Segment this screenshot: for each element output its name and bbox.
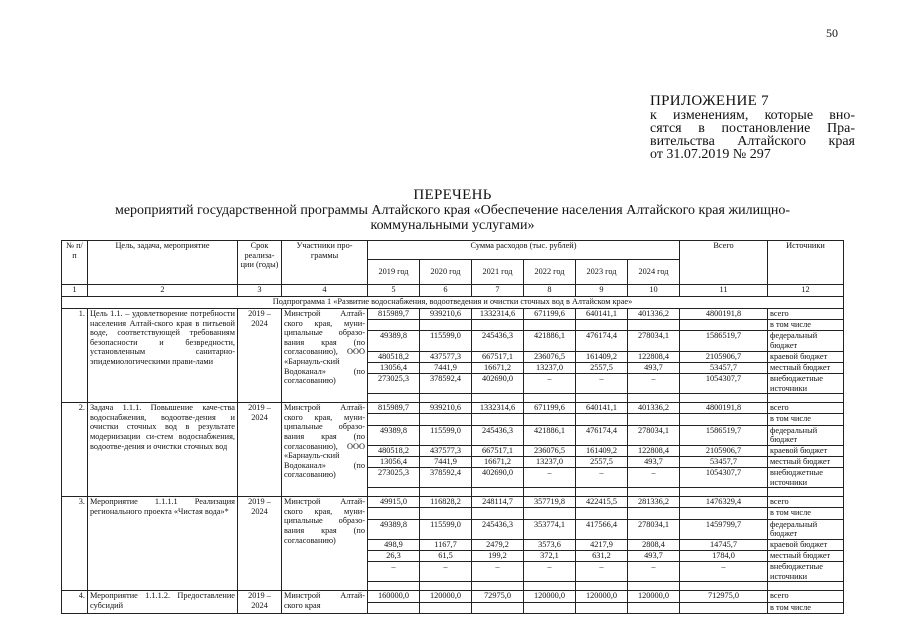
empty-cell	[680, 582, 768, 591]
column-number: 3	[238, 285, 282, 297]
year-amount: 353774,1	[524, 519, 576, 539]
year-amount	[576, 320, 628, 331]
entry-goal: Задача 1.1.1. Повышение каче-ства водоснабжения, водоотве-дения и очистки сточных вод в результате модернизации си-стем водоснабжения, водоотве-дения и очистки сточных вод	[88, 403, 238, 497]
total-amount: 4800191,8	[680, 309, 768, 320]
year-amount: 49389,8	[368, 425, 420, 445]
year-amount	[628, 602, 680, 613]
year-amount: 120000,0	[524, 591, 576, 602]
annex-line: к изменениям, которые вно-	[650, 108, 855, 123]
annex-line: сятся в постановление Пра-	[650, 121, 855, 136]
year-amount: 116828,2	[420, 497, 472, 508]
empty-cell	[524, 582, 576, 591]
year-amount: 421886,1	[524, 331, 576, 351]
empty-cell	[628, 582, 680, 591]
year-amount: 401336,2	[628, 403, 680, 414]
year-amount: 236076,5	[524, 445, 576, 456]
year-amount: 16671,2	[472, 362, 524, 373]
header-year: 2024 год	[628, 260, 680, 285]
total-amount: –	[680, 562, 768, 582]
column-number: 4	[282, 285, 368, 297]
year-amount	[576, 414, 628, 425]
year-amount	[420, 320, 472, 331]
empty-cell	[768, 488, 844, 497]
funding-source: внебюджетные источники	[768, 373, 844, 393]
total-amount: 1476329,4	[680, 497, 768, 508]
year-amount: 13237,0	[524, 362, 576, 373]
year-amount: 120000,0	[420, 591, 472, 602]
year-amount: 493,7	[628, 362, 680, 373]
year-amount: –	[628, 562, 680, 582]
year-amount: 236076,5	[524, 351, 576, 362]
year-amount: 2808,4	[628, 539, 680, 550]
year-amount: 671199,6	[524, 309, 576, 320]
header-year: 2023 год	[576, 260, 628, 285]
funding-source: всего	[768, 309, 844, 320]
year-amount	[524, 508, 576, 519]
entry-term: 2019 – 2024	[238, 497, 282, 591]
total-amount	[680, 320, 768, 331]
empty-cell	[680, 488, 768, 497]
year-amount: 667517,1	[472, 445, 524, 456]
year-amount: 378592,4	[420, 468, 472, 488]
funding-source: местный бюджет	[768, 456, 844, 467]
total-amount: 1459799,7	[680, 519, 768, 539]
funding-source: федеральный бюджет	[768, 425, 844, 445]
funding-source: всего	[768, 591, 844, 602]
year-amount: 16671,2	[472, 456, 524, 467]
year-amount: 161409,2	[576, 351, 628, 362]
year-amount: 939210,6	[420, 403, 472, 414]
empty-cell	[576, 582, 628, 591]
total-amount: 1784,0	[680, 551, 768, 562]
year-amount: 161409,2	[576, 445, 628, 456]
year-amount: 437577,3	[420, 351, 472, 362]
year-amount	[368, 414, 420, 425]
year-amount: 122808,4	[628, 445, 680, 456]
empty-cell	[576, 394, 628, 403]
year-amount: 1167,7	[420, 539, 472, 550]
entry-term: 2019 – 2024	[238, 309, 282, 403]
year-amount: 493,7	[628, 456, 680, 467]
empty-cell	[524, 488, 576, 497]
funding-source: в том числе	[768, 320, 844, 331]
year-amount: 498,9	[368, 539, 420, 550]
year-amount: 160000,0	[368, 591, 420, 602]
year-amount: 378592,4	[420, 373, 472, 393]
year-amount	[472, 602, 524, 613]
year-amount: 115599,0	[420, 519, 472, 539]
empty-cell	[628, 394, 680, 403]
funding-source: внебюджетные источники	[768, 562, 844, 582]
year-amount: 417566,4	[576, 519, 628, 539]
year-amount: 493,7	[628, 551, 680, 562]
funding-source: федеральный бюджет	[768, 331, 844, 351]
year-amount: 402690,0	[472, 468, 524, 488]
funding-source: всего	[768, 403, 844, 414]
entry-number: 2.	[62, 403, 88, 497]
table-row	[62, 403, 844, 414]
year-amount: 640141,1	[576, 309, 628, 320]
year-amount	[524, 320, 576, 331]
entry-number: 1.	[62, 309, 88, 403]
funding-source: краевой бюджет	[768, 351, 844, 362]
column-number: 1	[62, 285, 88, 297]
year-amount: 245436,3	[472, 519, 524, 539]
header-num: № п/п	[62, 241, 88, 285]
entry-goal: Цель 1.1. – удовлетворение потребности населения Алтай-ского края в питьевой воде, соответствующей требованиям безопасности и безвредности, установленным санитарно-эпидемиологическими прави-лами	[88, 309, 238, 403]
funding-source: краевой бюджет	[768, 445, 844, 456]
total-amount: 1586519,7	[680, 331, 768, 351]
year-amount	[524, 414, 576, 425]
year-amount: –	[524, 468, 576, 488]
year-amount: 199,2	[472, 551, 524, 562]
table-row	[62, 309, 844, 320]
year-amount: 273025,3	[368, 468, 420, 488]
year-amount: 122808,4	[628, 351, 680, 362]
year-amount	[472, 508, 524, 519]
entry-participants: Минстрой Алтай-ского края	[282, 591, 368, 613]
year-amount: 61,5	[420, 551, 472, 562]
year-amount	[524, 602, 576, 613]
annex-title: ПРИЛОЖЕНИЕ 7	[650, 93, 769, 109]
year-amount: 1332314,6	[472, 309, 524, 320]
empty-cell	[768, 582, 844, 591]
header-sum: Сумма расходов (тыс. рублей)	[368, 241, 680, 260]
funding-source: всего	[768, 497, 844, 508]
funding-source: местный бюджет	[768, 551, 844, 562]
total-amount: 53457,7	[680, 456, 768, 467]
entry-participants: Минстрой Алтай-ского края, муни-ципальные образо-вания края (по согласованию)	[282, 497, 368, 591]
year-amount: 631,2	[576, 551, 628, 562]
total-amount: 2105906,7	[680, 445, 768, 456]
empty-cell	[368, 582, 420, 591]
year-amount: 120000,0	[576, 591, 628, 602]
empty-cell	[368, 394, 420, 403]
year-amount: 120000,0	[628, 591, 680, 602]
annex-block	[650, 93, 855, 161]
empty-cell	[368, 488, 420, 497]
column-number: 10	[628, 285, 680, 297]
entry-goal: Мероприятие 1.1.1.1 Реализация регионального проекта «Чистая вода»*	[88, 497, 238, 591]
year-amount: 278034,1	[628, 519, 680, 539]
year-amount: –	[420, 562, 472, 582]
column-number: 5	[368, 285, 420, 297]
empty-cell	[628, 488, 680, 497]
year-amount: 476174,4	[576, 425, 628, 445]
year-amount: 115599,0	[420, 331, 472, 351]
empty-cell	[472, 582, 524, 591]
year-amount: 273025,3	[368, 373, 420, 393]
annex-line: вительства Алтайского края	[650, 134, 855, 149]
year-amount: –	[524, 373, 576, 393]
year-amount: –	[628, 468, 680, 488]
year-amount: 72975,0	[472, 591, 524, 602]
title-line: коммунальными услугами»	[370, 218, 535, 233]
year-amount: 401336,2	[628, 309, 680, 320]
year-amount: 281336,2	[628, 497, 680, 508]
year-amount: 245436,3	[472, 425, 524, 445]
header-participants: Участники про-граммы	[282, 241, 368, 285]
year-amount: 640141,1	[576, 403, 628, 414]
year-amount	[420, 602, 472, 613]
year-amount: –	[576, 373, 628, 393]
empty-cell	[472, 394, 524, 403]
total-amount: 2105906,7	[680, 351, 768, 362]
empty-cell	[768, 394, 844, 403]
year-amount	[420, 414, 472, 425]
empty-cell	[576, 488, 628, 497]
year-amount: 421886,1	[524, 425, 576, 445]
subprogram-row	[62, 297, 844, 309]
year-amount: 3573,6	[524, 539, 576, 550]
year-amount: –	[472, 562, 524, 582]
total-amount: 1054307,7	[680, 373, 768, 393]
year-amount	[368, 508, 420, 519]
year-amount: 7441,9	[420, 456, 472, 467]
column-number: 11	[680, 285, 768, 297]
funding-source: в том числе	[768, 602, 844, 613]
year-amount: 437577,3	[420, 445, 472, 456]
annex-line: от 31.07.2019 № 297	[650, 147, 771, 162]
year-amount: 26,3	[368, 551, 420, 562]
total-amount: 1586519,7	[680, 425, 768, 445]
header-sources: Источники	[768, 241, 844, 285]
year-amount: 2479,2	[472, 539, 524, 550]
year-amount: –	[368, 562, 420, 582]
year-amount: 4217,9	[576, 539, 628, 550]
year-amount	[628, 508, 680, 519]
year-amount: 815989,7	[368, 403, 420, 414]
header-term: Срок реализа-ции (годы)	[238, 241, 282, 285]
year-amount	[576, 602, 628, 613]
year-amount	[576, 508, 628, 519]
entry-number: 4.	[62, 591, 88, 613]
empty-cell	[420, 582, 472, 591]
header-year: 2020 год	[420, 260, 472, 285]
table-row	[62, 497, 844, 508]
total-amount: 712975,0	[680, 591, 768, 602]
total-amount	[680, 414, 768, 425]
year-amount: 13056,4	[368, 456, 420, 467]
header-goal: Цель, задача, мероприятие	[88, 241, 238, 285]
year-amount	[368, 602, 420, 613]
year-amount: 49389,8	[368, 331, 420, 351]
year-amount: 422415,5	[576, 497, 628, 508]
year-amount: 278034,1	[628, 425, 680, 445]
entry-participants: Минстрой Алтай-ского края, муни-ципальные образо-вания края (по согласованию), ООО «Барнауль-ский Водоканал» (по согласованию)	[282, 309, 368, 403]
year-amount: –	[524, 562, 576, 582]
entry-term: 2019 – 2024	[238, 403, 282, 497]
year-amount	[420, 508, 472, 519]
year-amount: 671199,6	[524, 403, 576, 414]
year-amount: 49915,0	[368, 497, 420, 508]
title-heading: ПЕРЕЧЕНЬ	[413, 187, 492, 203]
column-numbers-row	[62, 285, 844, 297]
table-row	[62, 591, 844, 602]
empty-cell	[680, 394, 768, 403]
total-amount: 14745,7	[680, 539, 768, 550]
total-amount	[680, 508, 768, 519]
entry-participants: Минстрой Алтай-ского края, муни-ципальные образо-вания края (по согласованию), ООО «Барнауль-ский Водоканал» (по согласованию)	[282, 403, 368, 497]
total-amount: 4800191,8	[680, 403, 768, 414]
year-amount: –	[576, 468, 628, 488]
year-amount: 2557,5	[576, 456, 628, 467]
total-amount	[680, 602, 768, 613]
entry-number: 3.	[62, 497, 88, 591]
column-number: 2	[88, 285, 238, 297]
year-amount: 939210,6	[420, 309, 472, 320]
measures-table	[61, 240, 844, 614]
column-number: 9	[576, 285, 628, 297]
entry-term: 2019 – 2024	[238, 591, 282, 613]
year-amount: 49389,8	[368, 519, 420, 539]
column-number: 12	[768, 285, 844, 297]
empty-cell	[472, 488, 524, 497]
year-amount	[472, 414, 524, 425]
header-year: 2019 год	[368, 260, 420, 285]
header-row	[62, 241, 844, 260]
total-amount: 1054307,7	[680, 468, 768, 488]
year-amount: 357719,8	[524, 497, 576, 508]
year-amount: –	[628, 373, 680, 393]
year-amount	[628, 320, 680, 331]
year-amount: 2557,5	[576, 362, 628, 373]
year-amount: 245436,3	[472, 331, 524, 351]
year-amount: 1332314,6	[472, 403, 524, 414]
funding-source: в том числе	[768, 414, 844, 425]
year-amount: 476174,4	[576, 331, 628, 351]
entry-goal: Мероприятие 1.1.1.2. Предоставление субсидий	[88, 591, 238, 613]
funding-source: краевой бюджет	[768, 539, 844, 550]
total-amount: 53457,7	[680, 362, 768, 373]
page-number: 50	[826, 26, 838, 40]
year-amount	[368, 320, 420, 331]
year-amount: –	[576, 562, 628, 582]
funding-source: внебюджетные источники	[768, 468, 844, 488]
funding-source: местный бюджет	[768, 362, 844, 373]
year-amount: 115599,0	[420, 425, 472, 445]
empty-cell	[420, 394, 472, 403]
document-title	[0, 188, 905, 233]
empty-cell	[420, 488, 472, 497]
year-amount: 815989,7	[368, 309, 420, 320]
funding-source: в том числе	[768, 508, 844, 519]
subprogram-title: Подпрограмма 1 «Развитие водоснабжения, водоотведения и очистки сточных вод в Алтайском крае»	[62, 297, 844, 309]
year-amount: 402690,0	[472, 373, 524, 393]
column-number: 6	[420, 285, 472, 297]
year-amount: 13237,0	[524, 456, 576, 467]
header-total: Всего	[680, 241, 768, 285]
year-amount: 667517,1	[472, 351, 524, 362]
year-amount	[472, 320, 524, 331]
year-amount: 278034,1	[628, 331, 680, 351]
year-amount: 372,1	[524, 551, 576, 562]
year-amount: 13056,4	[368, 362, 420, 373]
year-amount	[628, 414, 680, 425]
year-amount: 480518,2	[368, 351, 420, 362]
title-line: мероприятий государственной программы Алтайского края «Обеспечение населения Алтайского края жилищно-	[114, 203, 791, 218]
header-year: 2021 год	[472, 260, 524, 285]
header-year: 2022 год	[524, 260, 576, 285]
year-amount: 7441,9	[420, 362, 472, 373]
empty-cell	[524, 394, 576, 403]
column-number: 8	[524, 285, 576, 297]
funding-source: федеральный бюджет	[768, 519, 844, 539]
year-amount: 480518,2	[368, 445, 420, 456]
column-number: 7	[472, 285, 524, 297]
year-amount: 248114,7	[472, 497, 524, 508]
